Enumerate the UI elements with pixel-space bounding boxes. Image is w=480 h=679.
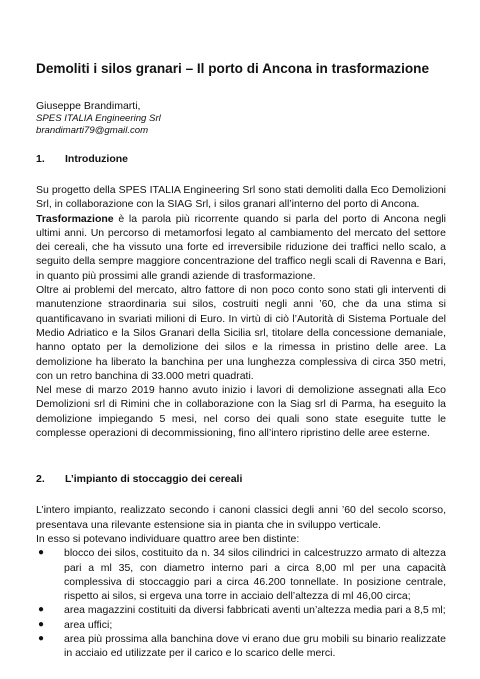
document-page xyxy=(36,60,446,661)
paragraph: Su progetto della SPES ITALIA Engineering Srl sono stati demoliti dalla Eco Demolizioni Srl, in collaborazione con la SIAG Srl, i silos granari all’interno del porto di Ancona. xyxy=(36,184,446,211)
bullet-list xyxy=(36,546,446,660)
paragraph: Oltre ai problemi del mercato, altro fattore di non poco conto sono stati gli interventi di manutenzione straordinaria sui silos, costruiti negli anni ’60, che da una stima si quantificavano in svariati milioni di Euro. In virtù di ciò l’Autorità di Sistema Portuale del Medio Adriatico e la Silos Granari della Sicilia srl, titolare della concessione demaniale, hanno optato per la demolizione dei silos e la rimessa in pristino delle aree. La demolizione ha liberato la banchina per una lunghezza complessiva di circa 350 metri, con un retro banchina di 33.000 metri quadrati. xyxy=(36,284,446,382)
paragraph-text: è la parola più ricorrente quando si parla del porto di Ancona negli ultimi anni. Un percorso di metamorfosi legato al cambiamento del mercato del settore dei cereali, che ha vissuto una forte ed irreversibile riduzione dei traffici nello scalo, a seguito della sempre maggiore concentrazione del traffico negli scali di Ravenna e Bari, in quanto più prossimi alle grandi aziende di trasformazione. xyxy=(36,212,446,282)
page-title: Demoliti i silos granari – Il porto di Ancona in trasformazione xyxy=(36,61,430,76)
author-name: Giuseppe Brandimarti, xyxy=(36,100,141,112)
section-number: 1. xyxy=(36,153,45,165)
section-number: 2. xyxy=(36,473,45,486)
bullet-icon: ● xyxy=(38,633,45,645)
bullet-icon: ● xyxy=(38,618,45,630)
section-title: Introduzione xyxy=(65,153,128,165)
author-email: brandimarti79@gmail.com xyxy=(36,125,149,136)
paragraph: In esso si potevano individuare quattro aree ben distinte: xyxy=(36,532,300,545)
section-title: L’impianto di stoccaggio dei cereali xyxy=(65,473,243,486)
paragraph: L’intero impianto, realizzato secondo i canoni classici degli anni ’60 del secolo scorso, presentava una rilevante estensione sia in pianta che in sviluppo verticale. xyxy=(36,504,446,531)
paragraph xyxy=(36,212,446,283)
bullet-icon: ● xyxy=(38,604,45,616)
bullet-icon: ● xyxy=(38,547,45,559)
list-item: ● area uffici; xyxy=(38,618,113,631)
list-item: ● blocco dei silos, costituito da n. 34 silos cilindrici in calcestruzzo armato di altezza pari a ml 35, con diametro interno pari a circa 8,00 ml per una capacità complessiva di stoccaggio pari a circa 46.200 tonnellate. In posizione centrale, rispetto ai silos, si ergeva una torre in acciaio dell’altezza di ml 46,00 circa; xyxy=(38,547,446,603)
list-item: ● area magazzini costituiti da diversi fabbricati aventi un’altezza media pari a 8,5 ml; xyxy=(38,604,446,617)
keyword: Trasformazione xyxy=(36,212,114,225)
paragraph: Nel mese di marzo 2019 hanno avuto inizio i lavori di demolizione assegnati alla Eco Demolizioni srl di Rimini che in collaborazione con la Siag srl di Parma, ha eseguito la demolizione impiegando 5 mesi, nel corso dei quali sono state eseguite tutte le complesse operazioni di decommissioning, fino all’intero ripristino delle aree esterne. xyxy=(36,384,446,440)
section-heading-2 xyxy=(36,473,446,486)
section-heading-1 xyxy=(36,153,446,166)
list-item: ● area più prossima alla banchina dove vi erano due gru mobili su binario realizzate in acciaio ed utilizzate per il carico e lo scarico delle merci. xyxy=(38,633,446,660)
author-affiliation: SPES ITALIA Engineering Srl xyxy=(36,113,161,124)
